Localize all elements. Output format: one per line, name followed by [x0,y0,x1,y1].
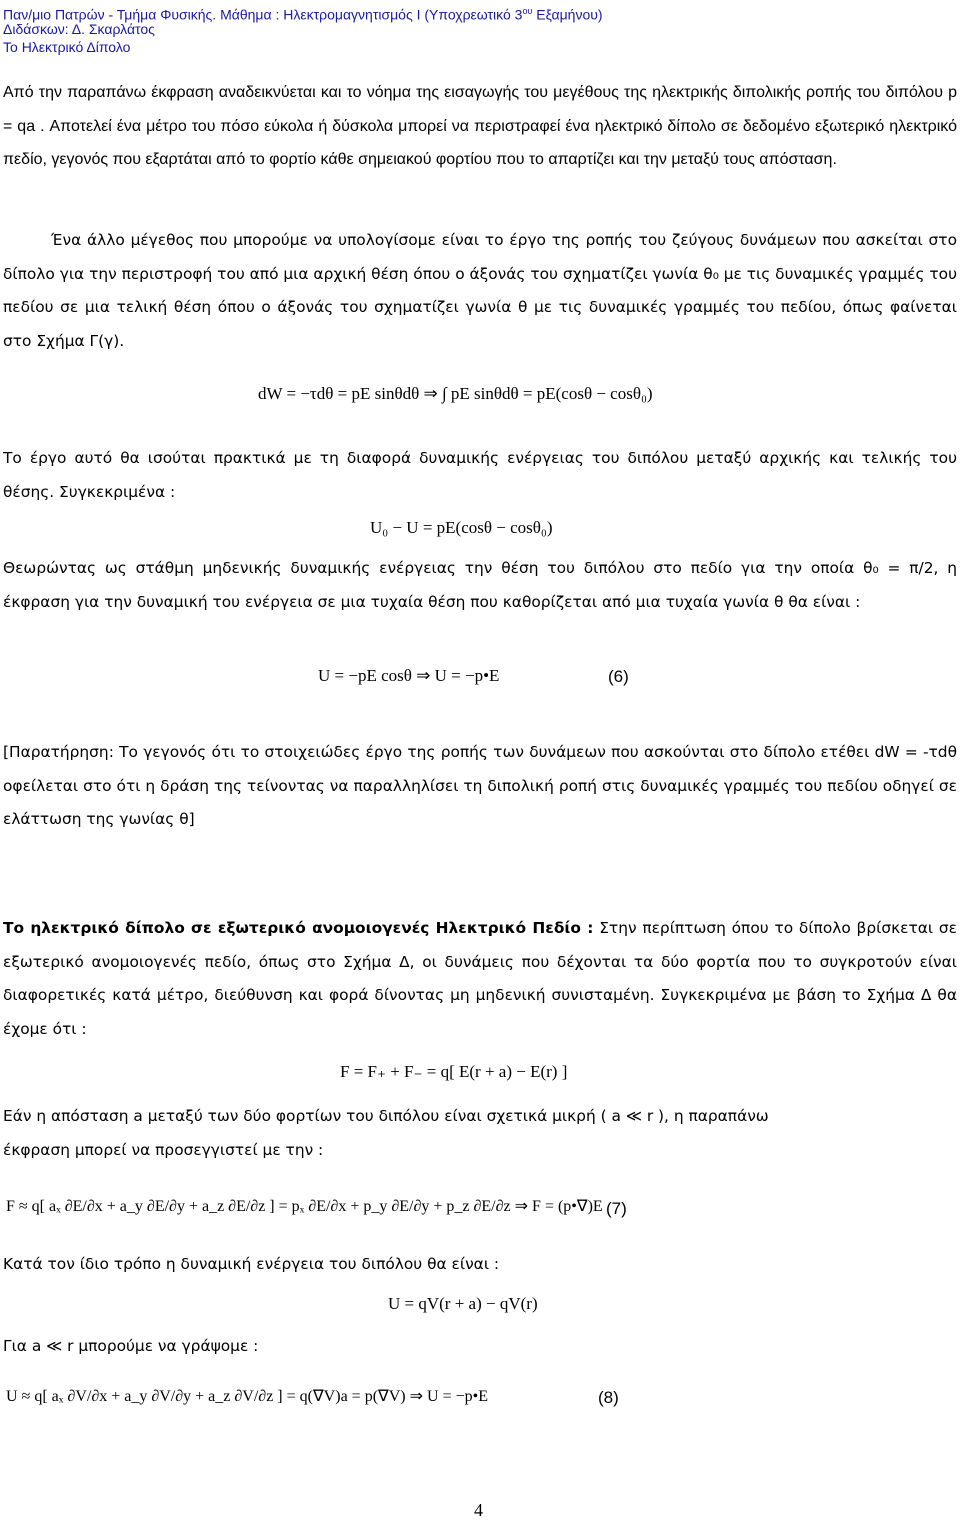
header-line-instructor: Διδάσκων: Δ. Σκαρλάτος [3,21,155,37]
paragraph-for-small-a: Για a ≪ r μπορούμε να γράψομε : [3,1337,259,1355]
header-line-course: Παν/μιο Πατρών - Τμήμα Φυσικής. Μάθημα : Ηλεκτρομαγνητισμός Ι (Υποχρεωτικό $3^{o\upsilon}$ Εξαμήνου) [3,6,603,23]
equation-energy-gradient: U ≈ q[ aₓ ∂V/∂x + a_y ∂V/∂y + a_z ∂V/∂z ] = q(∇V)a = p(∇V) ⇒ U = −p•E [6,1388,488,1405]
paragraph-energy-difference: Το έργο αυτό θα ισούται πρακτικά με τη διαφορά δυναμικής ενέργειας του διπόλου μεταξύ αρχικής και τελικής του θέσης. Συγκεκριμένα : [3,449,957,501]
header-line-topic: Το Ηλεκτρικό Δίπολο [3,39,131,55]
equation-potential-energy: U = −pE cosθ ⇒ U = −p•E [318,666,500,685]
section-title: Το ηλεκτρικό δίπολο σε εξωτερικό ανομοιογενές Ηλεκτρικό Πεδίο : [3,919,594,937]
paragraph-zero-potential: Θεωρώντας ως στάθμη μηδενικής δυναμικής ενέργειας την θέση του διπόλου στο πεδίο για την οποία θ₀ = π/2, η έκφραση για την δυναμική του ενέργεια σε μια τυχαία θέση που καθορίζεται από μια τυχαία γωνία θ θα είναι : [3,559,957,611]
paragraph-remark: [Παρατήρηση: Το γεγονός ότι το στοιχειώδες έργο της ροπής των δυνάμεων που ασκούνται στο δίπολο ετέθει dW = -τdθ οφείλεται στο ότι η δράση της τείνοντας να παραλληλίσει τη διπολική ροπή στις δυναμικές γραμμές του πεδίου οδηγεί σε ελάττωση της γωνίας θ] [3,743,957,828]
paragraph-torque-work: Ένα άλλο μέγεθος που μπορούμε να υπολογίσομε είναι το έργο της ροπής του ζεύγους δυνάμεων που ασκείται στο δίπολο για την περιστροφή του από μια αρχική θέση όπου ο άξονάς του σχηματίζει γωνία θ₀ με τις δυναμικές γραμμές του πεδίου σε μια τελική θέση όπου ο άξονάς του σχηματίζει γωνία θ με τις δυναμικές γραμμές του πεδίου, όπως φαίνεται στο Σχήμα Γ(γ). [3,231,957,350]
paragraph-dipole-moment: Από την παραπάνω έκφραση αναδεικνύεται και το νόημα της εισαγωγής του μεγέθους της ηλεκτρικής διπολικής ροπής του διπόλου p = qa . Αποτελεί ένα μέτρο του πόσο εύκολα ή δύσκολα μπορεί να περιστραφεί ένα ηλεκτρικό δίπολο σε δεδομένο εξωτερικό ηλεκτρικό πεδίο, γεγονός που εξαρτάται από το φορτίο κάθε σημειακού φορτίου που το απαρτίζει και την μεταξύ τους απόσταση. [3,84,957,168]
paragraph-dipole-energy: Κατά τον ίδιο τρόπο η δυναμική ενέργεια του διπόλου θα είναι : [3,1255,500,1273]
equation-energy-difference: U₀ − U = pE(cosθ − cosθ₀) [370,518,553,537]
equation-work: dW = −τdθ = pE sinθdθ ⇒ ∫ pE sinθdθ = pE(cosθ − cosθ₀) [258,384,653,403]
equation-dipole-energy: U = qV(r + a) − qV(r) [388,1294,538,1313]
page-number: 4 [474,1500,483,1520]
equation-number-7: (7) [606,1199,627,1218]
equation-force-gradient: F ≈ q[ aₓ ∂E/∂x + a_y ∂E/∂y + a_z ∂E/∂z ] = pₓ ∂E/∂x + p_y ∂E/∂y + p_z ∂E/∂z ⇒ F = (p•∇)E [6,1198,603,1215]
equation-number-8: (8) [598,1388,619,1407]
equation-number-6: (6) [608,667,629,686]
paragraph-nonuniform-field: Το ηλεκτρικό δίπολο σε εξωτερικό ανομοιογενές Ηλεκτρικό Πεδίο : Στην περίπτωση όπου το δίπολο βρίσκεται σε εξωτερικό ανομοιογενές πεδίο, όπως στο Σχήμα Δ, οι δυνάμεις που δέχονται τα δύο φορτία που το συγκροτούν είναι διαφορετικές κατά μέτρο, διεύθυνση και φορά δίνοντας μη μηδενική συνισταμένη. Συγκεκριμένα με βάση το Σχήμα Δ θα έχομε ότι : [3,919,957,1038]
paragraph-approximation: έκφραση μπορεί να προσεγγιστεί με την : [3,1141,324,1159]
equation-net-force: F = F₊ + F₋ = q[ E(r + a) − E(r) ] [340,1062,568,1081]
paragraph-small-separation: Εάν η απόσταση a μεταξύ των δύο φορτίων του διπόλου είναι σχετικά μικρή ( a ≪ r ), η παραπάνω [3,1107,769,1125]
